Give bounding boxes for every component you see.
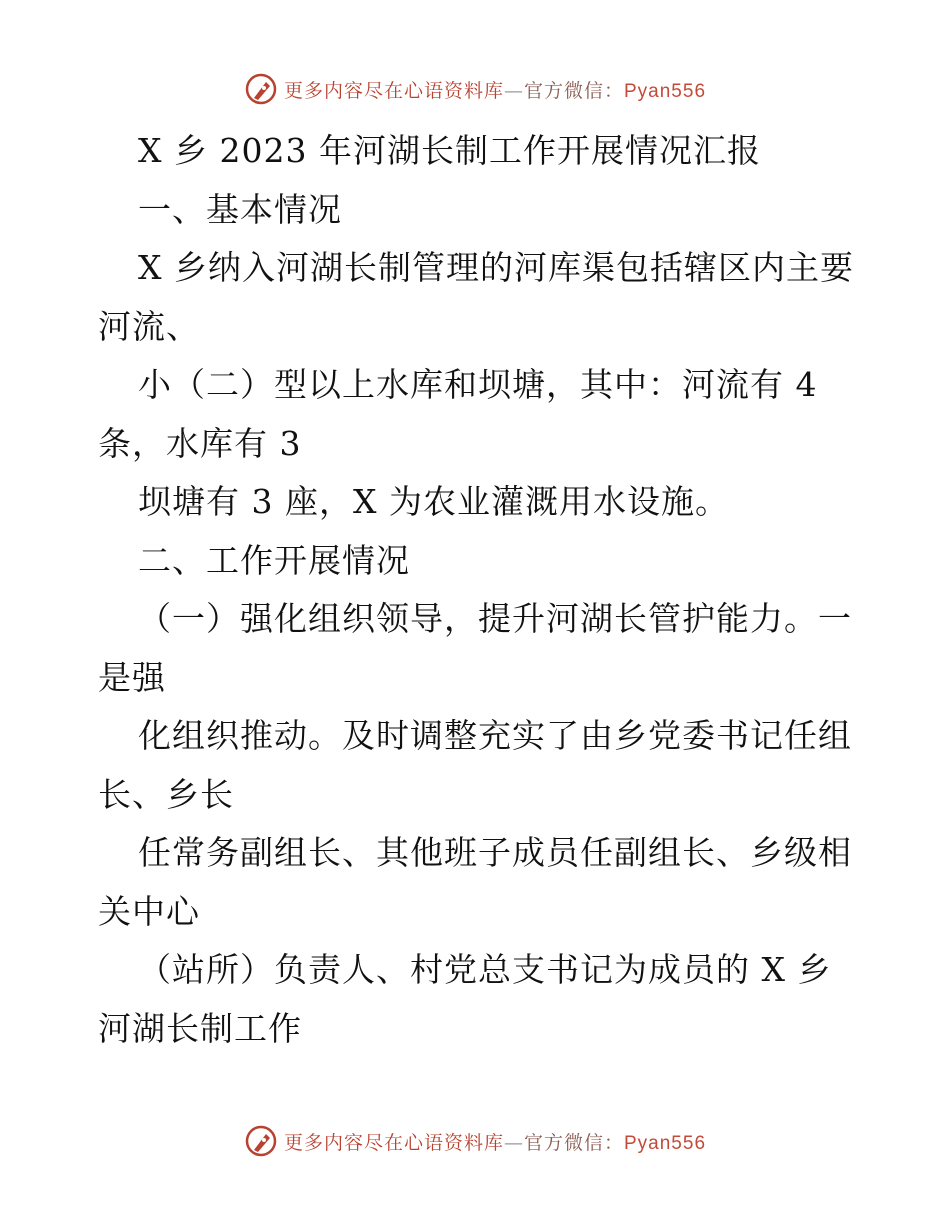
paragraph-line: X 乡纳入河湖长制管理的河库渠包括辖区内主要: [138, 248, 854, 287]
pen-nib-logo-icon: [244, 1124, 278, 1158]
paragraph-line: 小（二）型以上水库和坝塘，其中：河流有 4: [138, 365, 818, 404]
document-body: [98, 122, 858, 1058]
section-heading-work: 二、工作开展情况: [138, 540, 410, 580]
paragraph-line: 河湖长制工作: [98, 1008, 302, 1048]
paragraph-line: 任常务副组长、其他班子成员任副组长、乡级相: [138, 833, 852, 872]
paragraph-line: 条，水库有 3: [98, 423, 302, 463]
paragraph-line: （一）强化组织领导，提升河湖长管护能力。一: [138, 599, 852, 638]
paragraph-line: 河流、: [98, 306, 200, 346]
paragraph-line: 长、乡长: [98, 774, 234, 814]
paragraph-line: 坝塘有 3 座，X 为农业灌溉用水设施。: [138, 482, 729, 521]
paragraph-line: （站所）负责人、村党总支书记为成员的 X 乡: [138, 950, 832, 989]
paragraph-line: 是强: [98, 657, 166, 697]
pen-nib-logo-icon: [244, 72, 278, 106]
watermark-text: 更多内容尽在心语资料库—官方微信：Pyan556: [283, 1131, 707, 1154]
section-heading-basic: 一、基本情况: [138, 189, 342, 229]
footer-watermark: [0, 1124, 950, 1158]
header-watermark: [0, 72, 950, 106]
paragraph-line: 化组织推动。及时调整充实了由乡党委书记任组: [138, 716, 852, 755]
document-title: X 乡 2023 年河湖长制工作开展情况汇报: [138, 131, 761, 170]
paragraph-line: 关中心: [98, 891, 200, 931]
watermark-text: 更多内容尽在心语资料库—官方微信：Pyan556: [283, 79, 707, 102]
